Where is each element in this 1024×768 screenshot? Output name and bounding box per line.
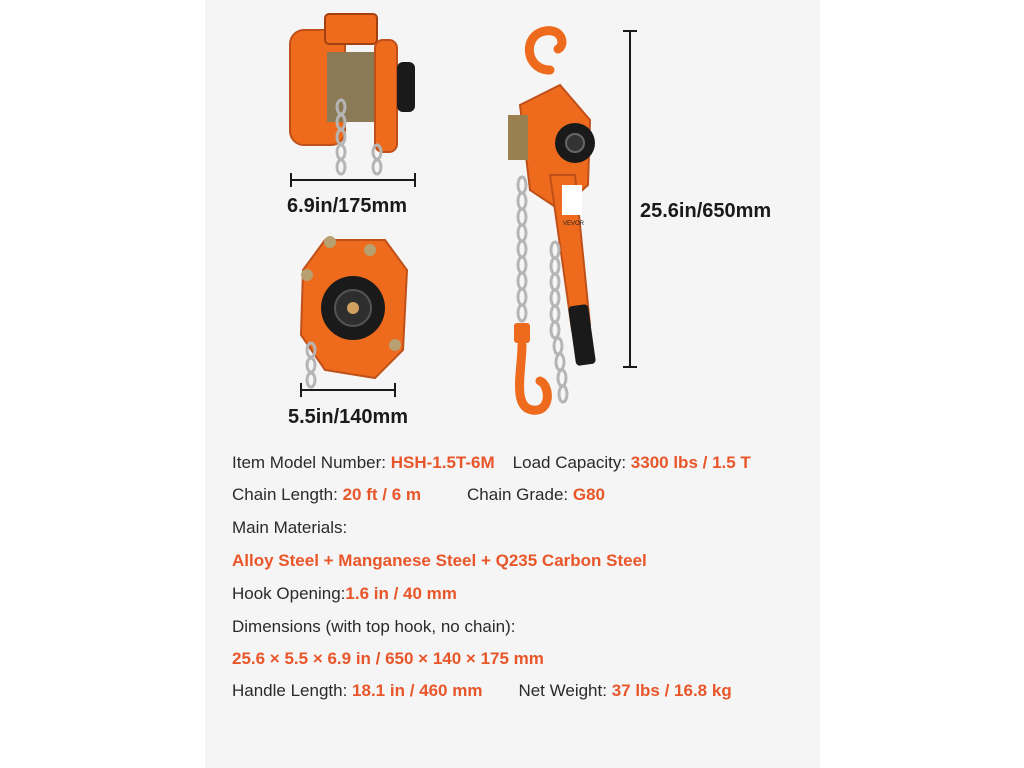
spec-row-chain — [232, 485, 605, 505]
capacity-label: Load Capacity: — [512, 453, 631, 472]
height-dimension-line — [622, 30, 638, 368]
lever-hoist-full-image — [500, 25, 610, 415]
hoist-front-view-image — [285, 12, 425, 172]
chain-length-label: Chain Length: — [232, 485, 343, 504]
hook-opening-label: Hook Opening: — [232, 584, 346, 603]
model-value: HSH-1.5T-6M — [390, 453, 495, 472]
spec-row-model-capacity — [232, 453, 751, 473]
width-dimension-label: 6.9in/175mm — [287, 195, 408, 217]
spec-row-handle-weight — [232, 681, 732, 701]
width-dimension-line — [290, 172, 416, 188]
handle-length-label: Handle Length: — [232, 681, 353, 700]
hook-opening-value: 1.6 in / 40 mm — [345, 584, 457, 603]
bottom-hook-icon — [520, 345, 548, 410]
chain-length-value: 20 ft / 6 m — [342, 485, 422, 504]
chain-grade-value: G80 — [572, 485, 605, 504]
net-weight-value: 37 lbs / 16.8 kg — [611, 681, 732, 700]
spec-row-hook-opening — [232, 584, 457, 604]
depth-dimension-label: 5.5in/140mm — [288, 406, 409, 428]
dimensions-label: Dimensions (with top hook, no chain): — [232, 617, 516, 636]
hoist-side-view-image — [295, 230, 415, 385]
materials-value: Alloy Steel + Manganese Steel + Q235 Carbon Steel — [232, 551, 647, 570]
capacity-value: 3300 lbs / 1.5 T — [630, 453, 751, 472]
brand-mark: VEVOR — [563, 221, 585, 227]
model-label: Item Model Number: — [232, 453, 391, 472]
handle-length-value: 18.1 in / 460 mm — [352, 681, 483, 700]
chain-grade-label: Chain Grade: — [467, 485, 573, 504]
dimensions-value: 25.6 × 5.5 × 6.9 in / 650 × 140 × 175 mm — [232, 649, 544, 668]
height-dimension-label: 25.6in/650mm — [640, 200, 772, 222]
net-weight-label: Net Weight: — [518, 681, 612, 700]
materials-label: Main Materials: — [232, 518, 348, 537]
top-hook-icon — [529, 31, 562, 70]
depth-dimension-line — [300, 382, 396, 398]
